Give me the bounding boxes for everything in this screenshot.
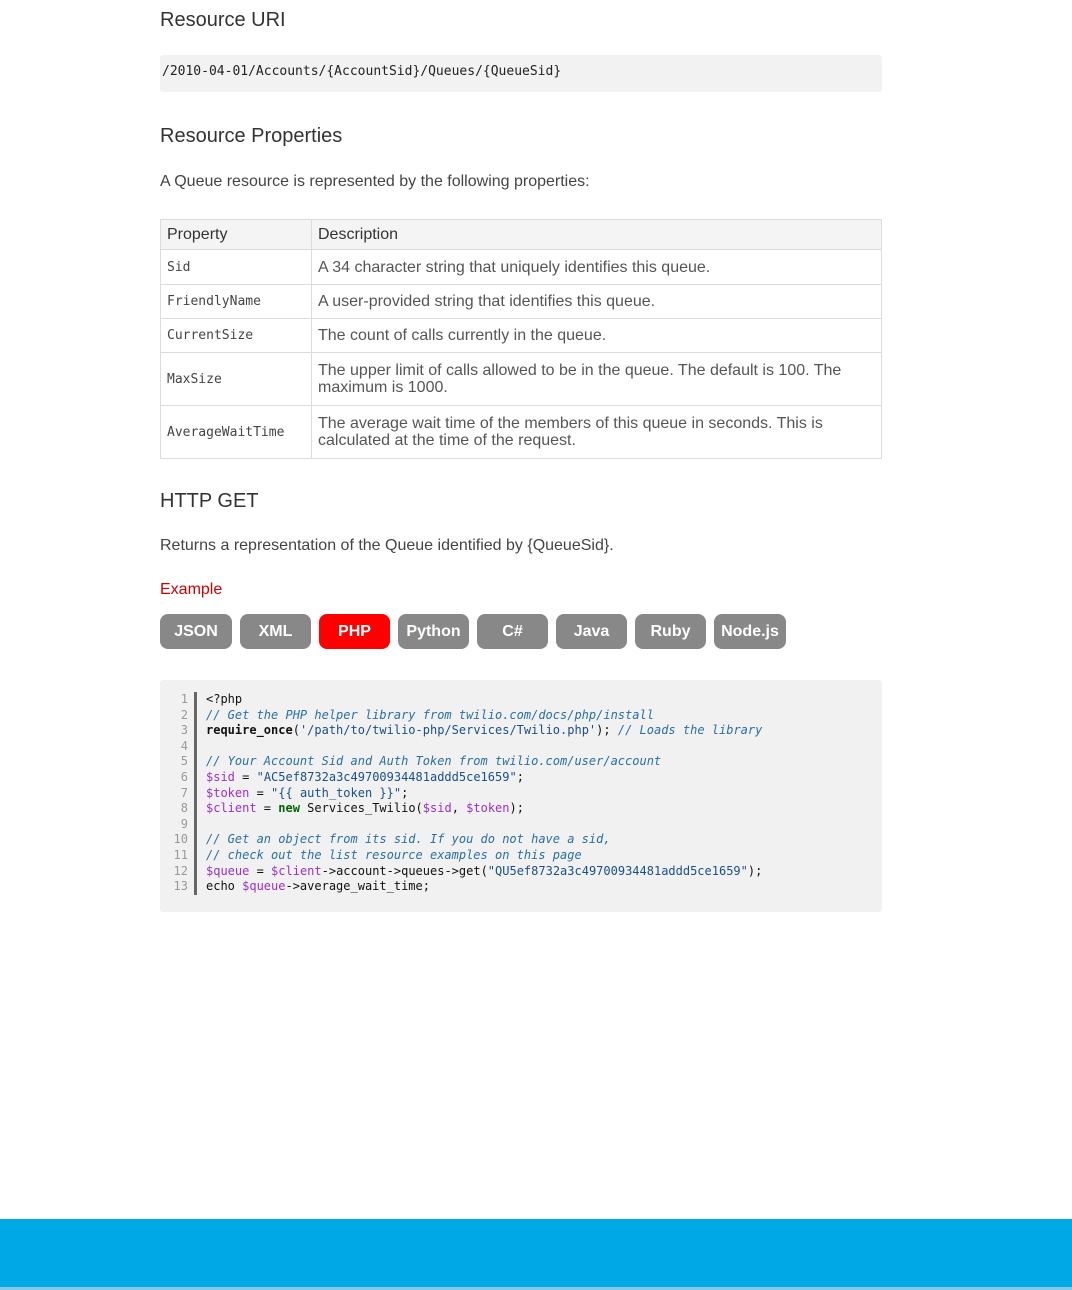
http-get-heading: HTTP GET bbox=[160, 490, 259, 512]
line-number: 8 bbox=[180, 801, 188, 816]
code-token: "QU5ef8732a3c49700934481addd5ce1659" bbox=[487, 863, 748, 878]
property-name: Sid bbox=[161, 250, 312, 285]
line-number: 11 bbox=[173, 847, 188, 862]
code-text bbox=[206, 754, 661, 770]
table-header-row bbox=[161, 220, 882, 250]
code-token: "AC5ef8732a3c49700934481addd5ce1659" bbox=[256, 769, 517, 784]
code-token: $client bbox=[206, 801, 257, 816]
code-text bbox=[206, 817, 213, 833]
code-token: = bbox=[249, 863, 272, 878]
properties-table bbox=[160, 219, 882, 459]
code-text bbox=[206, 879, 430, 895]
table-row bbox=[161, 319, 882, 353]
property-description: The upper limit of calls allowed to be in the queue. The default is 100. The maximum is 1000. bbox=[312, 353, 882, 406]
code-line bbox=[160, 708, 762, 724]
property-description: The average wait time of the members of this queue in seconds. This is calculated at the time of the request. bbox=[312, 406, 882, 459]
code-text bbox=[206, 848, 582, 864]
code-text bbox=[206, 832, 611, 848]
code-token: = bbox=[249, 785, 272, 800]
property-description: The count of calls currently in the queue. bbox=[312, 319, 882, 353]
code-token: ->average_wait_time; bbox=[285, 879, 430, 894]
code-example-block[interactable] bbox=[160, 680, 882, 912]
code-text bbox=[206, 770, 524, 786]
code-line bbox=[160, 786, 762, 802]
code-token: ; bbox=[516, 769, 524, 784]
code-token: new bbox=[278, 801, 300, 816]
code-token: require_once bbox=[206, 723, 293, 738]
line-gutter bbox=[194, 754, 197, 770]
tab-java[interactable]: Java bbox=[556, 614, 627, 649]
resource-uri-path: /2010-04-01/Accounts/{AccountSid}/Queues/{QueueSid} bbox=[162, 64, 562, 79]
code-line bbox=[160, 723, 762, 739]
line-gutter bbox=[194, 848, 197, 864]
line-number: 5 bbox=[180, 754, 188, 769]
code-line bbox=[160, 848, 762, 864]
property-name: MaxSize bbox=[161, 353, 312, 406]
example-label: Example bbox=[160, 581, 223, 598]
property-name: FriendlyName bbox=[161, 285, 312, 319]
column-header-property: Property bbox=[161, 220, 312, 250]
resource-uri-heading: Resource URI bbox=[160, 9, 286, 31]
code-token: ( bbox=[292, 723, 300, 738]
code-line bbox=[160, 801, 762, 817]
column-header-description: Description bbox=[312, 220, 882, 250]
code-token: // Loads the library bbox=[617, 723, 763, 738]
tab-ruby[interactable]: Ruby bbox=[635, 614, 706, 649]
code-token: ; bbox=[401, 785, 409, 800]
code-token: // Your Account Sid and Auth Token from twilio.com/user/account bbox=[206, 754, 662, 769]
code-token: Services_Twilio( bbox=[299, 801, 423, 816]
table-row bbox=[161, 285, 882, 319]
code-token: "{{ auth_token }}" bbox=[271, 785, 402, 800]
code-token: $sid bbox=[422, 801, 452, 816]
property-name: CurrentSize bbox=[161, 319, 312, 353]
code-token: , bbox=[451, 801, 467, 816]
property-description: A user-provided string that identifies this queue. bbox=[312, 285, 882, 319]
code-line bbox=[160, 739, 762, 755]
code-token: $token bbox=[466, 801, 510, 816]
line-number: 3 bbox=[180, 723, 188, 738]
line-number: 13 bbox=[173, 879, 188, 894]
line-number: 4 bbox=[180, 738, 188, 753]
tab-xml[interactable]: XML bbox=[240, 614, 311, 649]
resource-properties-intro: A Queue resource is represented by the following properties: bbox=[160, 173, 590, 190]
code-token: // Get the PHP helper library from twilio.com/docs/php/install bbox=[206, 707, 654, 722]
tab-nodejs[interactable]: Node.js bbox=[714, 614, 786, 649]
code-line bbox=[160, 770, 762, 786]
property-name: AverageWaitTime bbox=[161, 406, 312, 459]
line-gutter bbox=[194, 708, 197, 724]
resource-uri-box bbox=[160, 55, 882, 92]
code-token: $token bbox=[206, 785, 250, 800]
http-get-description: Returns a representation of the Queue identified by {QueueSid}. bbox=[160, 537, 614, 554]
line-gutter bbox=[194, 879, 197, 895]
resource-properties-heading: Resource Properties bbox=[160, 125, 343, 147]
tab-php[interactable]: PHP bbox=[319, 614, 390, 649]
code-token: echo bbox=[206, 879, 243, 894]
footer-bar bbox=[0, 1219, 1072, 1290]
property-description: A 34 character string that uniquely identifies this queue. bbox=[312, 250, 882, 285]
code-token: $sid bbox=[206, 769, 235, 784]
code-lines bbox=[160, 692, 762, 895]
line-number: 9 bbox=[180, 816, 188, 831]
code-token: // Get an object from its sid. If you do not have a sid, bbox=[206, 832, 611, 847]
line-gutter bbox=[194, 692, 197, 708]
code-token: $client bbox=[271, 863, 322, 878]
code-line bbox=[160, 754, 762, 770]
code-line bbox=[160, 879, 762, 895]
line-number: 12 bbox=[173, 863, 188, 878]
code-text bbox=[206, 739, 213, 755]
line-gutter bbox=[194, 770, 197, 786]
line-number: 6 bbox=[180, 769, 188, 784]
code-text bbox=[206, 801, 524, 817]
code-text bbox=[206, 786, 408, 802]
code-token: $queue bbox=[242, 879, 286, 894]
code-line bbox=[160, 817, 762, 833]
table-row bbox=[161, 353, 882, 406]
line-gutter bbox=[194, 832, 197, 848]
code-token: ); bbox=[596, 723, 618, 738]
code-token: '/path/to/twilio-php/Services/Twilio.php' bbox=[299, 723, 597, 738]
code-token: = bbox=[256, 801, 279, 816]
code-token: ->account->queues->get( bbox=[321, 863, 488, 878]
line-gutter bbox=[194, 864, 197, 880]
code-text bbox=[206, 708, 654, 724]
line-number: 1 bbox=[180, 692, 188, 706]
line-gutter bbox=[194, 786, 197, 802]
tab-python[interactable]: Python bbox=[398, 614, 469, 649]
code-line bbox=[160, 832, 762, 848]
table-row bbox=[161, 250, 882, 285]
code-token: ); bbox=[509, 801, 524, 816]
language-tabs bbox=[160, 614, 786, 649]
code-text bbox=[206, 864, 762, 880]
line-gutter bbox=[194, 817, 197, 833]
code-line bbox=[160, 864, 762, 880]
line-number: 2 bbox=[180, 707, 188, 722]
code-token: = bbox=[234, 769, 257, 784]
code-text bbox=[206, 723, 762, 739]
line-gutter bbox=[194, 739, 197, 755]
tab-json[interactable]: JSON bbox=[160, 614, 232, 649]
code-token: $queue bbox=[206, 863, 250, 878]
line-gutter bbox=[194, 723, 197, 739]
code-token: <?php bbox=[206, 692, 243, 706]
tab-csharp[interactable]: C# bbox=[477, 614, 548, 649]
code-line bbox=[160, 692, 762, 708]
code-text bbox=[206, 692, 242, 708]
code-token: // check out the list resource examples on this page bbox=[206, 847, 582, 862]
table-row bbox=[161, 406, 882, 459]
line-number: 10 bbox=[173, 832, 188, 847]
line-number: 7 bbox=[180, 785, 188, 800]
line-gutter bbox=[194, 801, 197, 817]
code-token: ); bbox=[747, 863, 763, 878]
